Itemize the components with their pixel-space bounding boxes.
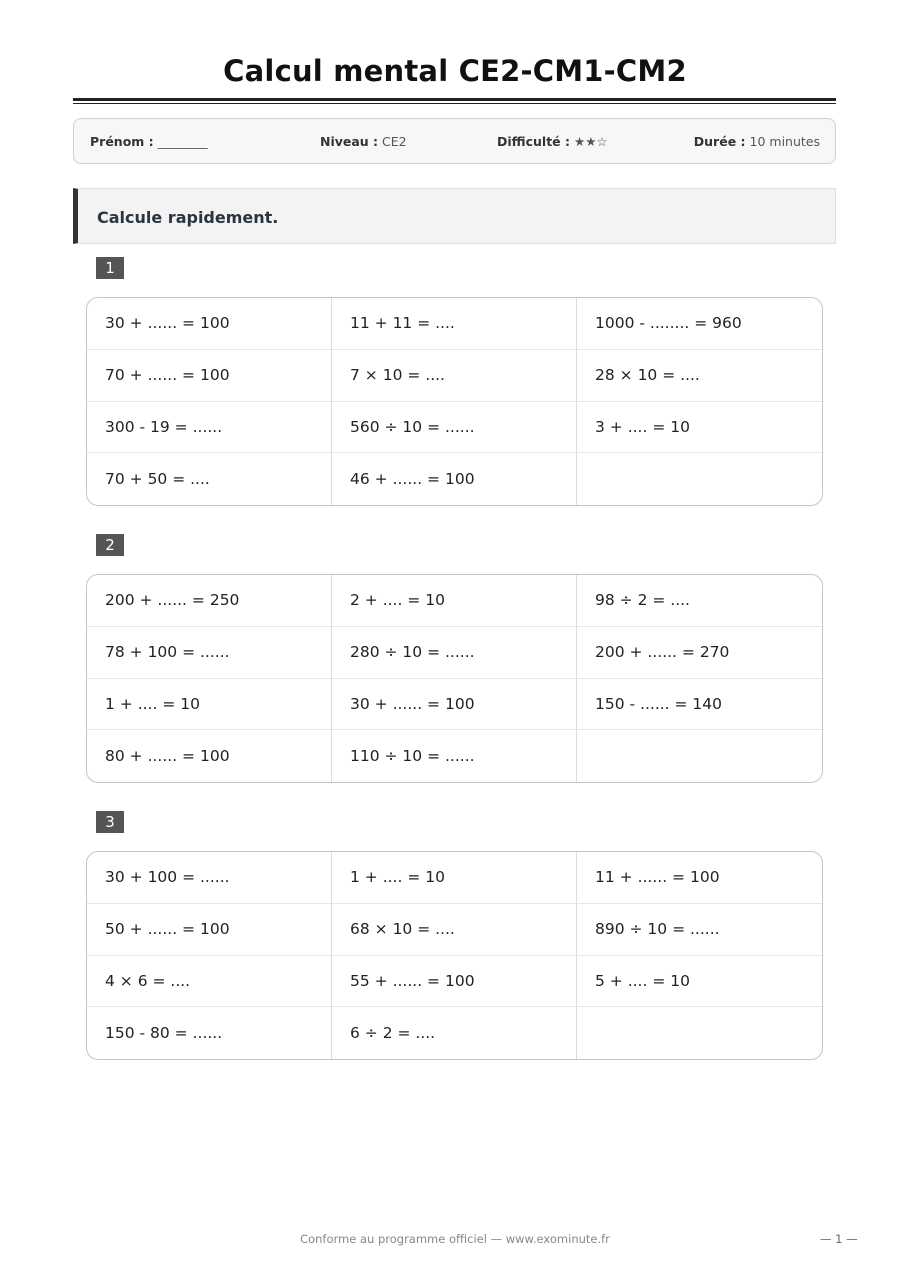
calc-cell: 3 + .... = 10 bbox=[577, 402, 822, 454]
calc-cell: 1 + .... = 10 bbox=[332, 852, 577, 904]
page-title: Calcul mental CE2-CM1-CM2 bbox=[223, 54, 687, 88]
prenom-label: Prénom : bbox=[90, 134, 154, 149]
calc-cell: 68 × 10 = .... bbox=[332, 904, 577, 956]
empty-cell bbox=[577, 730, 822, 782]
empty-cell bbox=[577, 453, 822, 505]
calc-cell: 70 + 50 = .... bbox=[87, 453, 332, 505]
niveau-field bbox=[320, 134, 407, 149]
difficulte-label: Difficulté : bbox=[497, 134, 570, 149]
calc-cell: 11 + ...... = 100 bbox=[577, 852, 822, 904]
empty-cell bbox=[577, 1007, 822, 1059]
calc-cell: 11 + 11 = .... bbox=[332, 298, 577, 350]
calc-cell: 46 + ...... = 100 bbox=[332, 453, 577, 505]
exercise-grid bbox=[86, 574, 823, 783]
title-rule-thin bbox=[73, 103, 836, 104]
duree-value: 10 minutes bbox=[749, 134, 820, 149]
calc-cell: 28 × 10 = .... bbox=[577, 350, 822, 402]
calc-cell: 150 - ...... = 140 bbox=[577, 679, 822, 731]
exercise-grid bbox=[86, 297, 823, 506]
calc-cell: 30 + ...... = 100 bbox=[332, 679, 577, 731]
calc-cell: 30 + ...... = 100 bbox=[87, 298, 332, 350]
niveau-value: CE2 bbox=[382, 134, 407, 149]
niveau-label: Niveau : bbox=[320, 134, 379, 149]
calc-cell: 200 + ...... = 250 bbox=[87, 575, 332, 627]
instruction-text: Calcule rapidement. bbox=[97, 208, 279, 227]
exercise-number-badge: 3 bbox=[96, 811, 124, 833]
duree-label: Durée : bbox=[693, 134, 746, 149]
calc-cell: 110 ÷ 10 = ...... bbox=[332, 730, 577, 782]
exercise-number-badge: 2 bbox=[96, 534, 124, 556]
calc-cell: 200 + ...... = 270 bbox=[577, 627, 822, 679]
exercise-grid bbox=[86, 851, 823, 1060]
footer-text: Conforme au programme officiel — www.exominute.fr bbox=[300, 1232, 610, 1246]
calc-cell: 50 + ...... = 100 bbox=[87, 904, 332, 956]
calc-cell: 2 + .... = 10 bbox=[332, 575, 577, 627]
calc-cell: 300 - 19 = ...... bbox=[87, 402, 332, 454]
calc-cell: 7 × 10 = .... bbox=[332, 350, 577, 402]
calc-cell: 1 + .... = 10 bbox=[87, 679, 332, 731]
calc-cell: 78 + 100 = ...... bbox=[87, 627, 332, 679]
calc-cell: 1000 - ........ = 960 bbox=[577, 298, 822, 350]
calc-cell: 98 ÷ 2 = .... bbox=[577, 575, 822, 627]
title-rule-thick bbox=[73, 98, 836, 101]
info-bar bbox=[73, 118, 836, 164]
calc-cell: 5 + .... = 10 bbox=[577, 956, 822, 1008]
exercise-number-badge: 1 bbox=[96, 257, 124, 279]
difficulte-field bbox=[497, 134, 608, 149]
calc-cell: 280 ÷ 10 = ...... bbox=[332, 627, 577, 679]
calc-cell: 890 ÷ 10 = ...... bbox=[577, 904, 822, 956]
calc-cell: 55 + ...... = 100 bbox=[332, 956, 577, 1008]
duree-field bbox=[694, 134, 820, 149]
calc-cell: 30 + 100 = ...... bbox=[87, 852, 332, 904]
calc-cell: 70 + ...... = 100 bbox=[87, 350, 332, 402]
instruction-box bbox=[73, 188, 836, 244]
calc-cell: 6 ÷ 2 = .... bbox=[332, 1007, 577, 1059]
prenom-value: ________ bbox=[157, 134, 208, 149]
page-number: — 1 — bbox=[820, 1232, 858, 1246]
calc-cell: 560 ÷ 10 = ...... bbox=[332, 402, 577, 454]
calc-cell: 4 × 6 = .... bbox=[87, 956, 332, 1008]
calc-cell: 80 + ...... = 100 bbox=[87, 730, 332, 782]
prenom-field bbox=[90, 134, 208, 149]
difficulte-value: ★★☆ bbox=[573, 134, 608, 149]
calc-cell: 150 - 80 = ...... bbox=[87, 1007, 332, 1059]
